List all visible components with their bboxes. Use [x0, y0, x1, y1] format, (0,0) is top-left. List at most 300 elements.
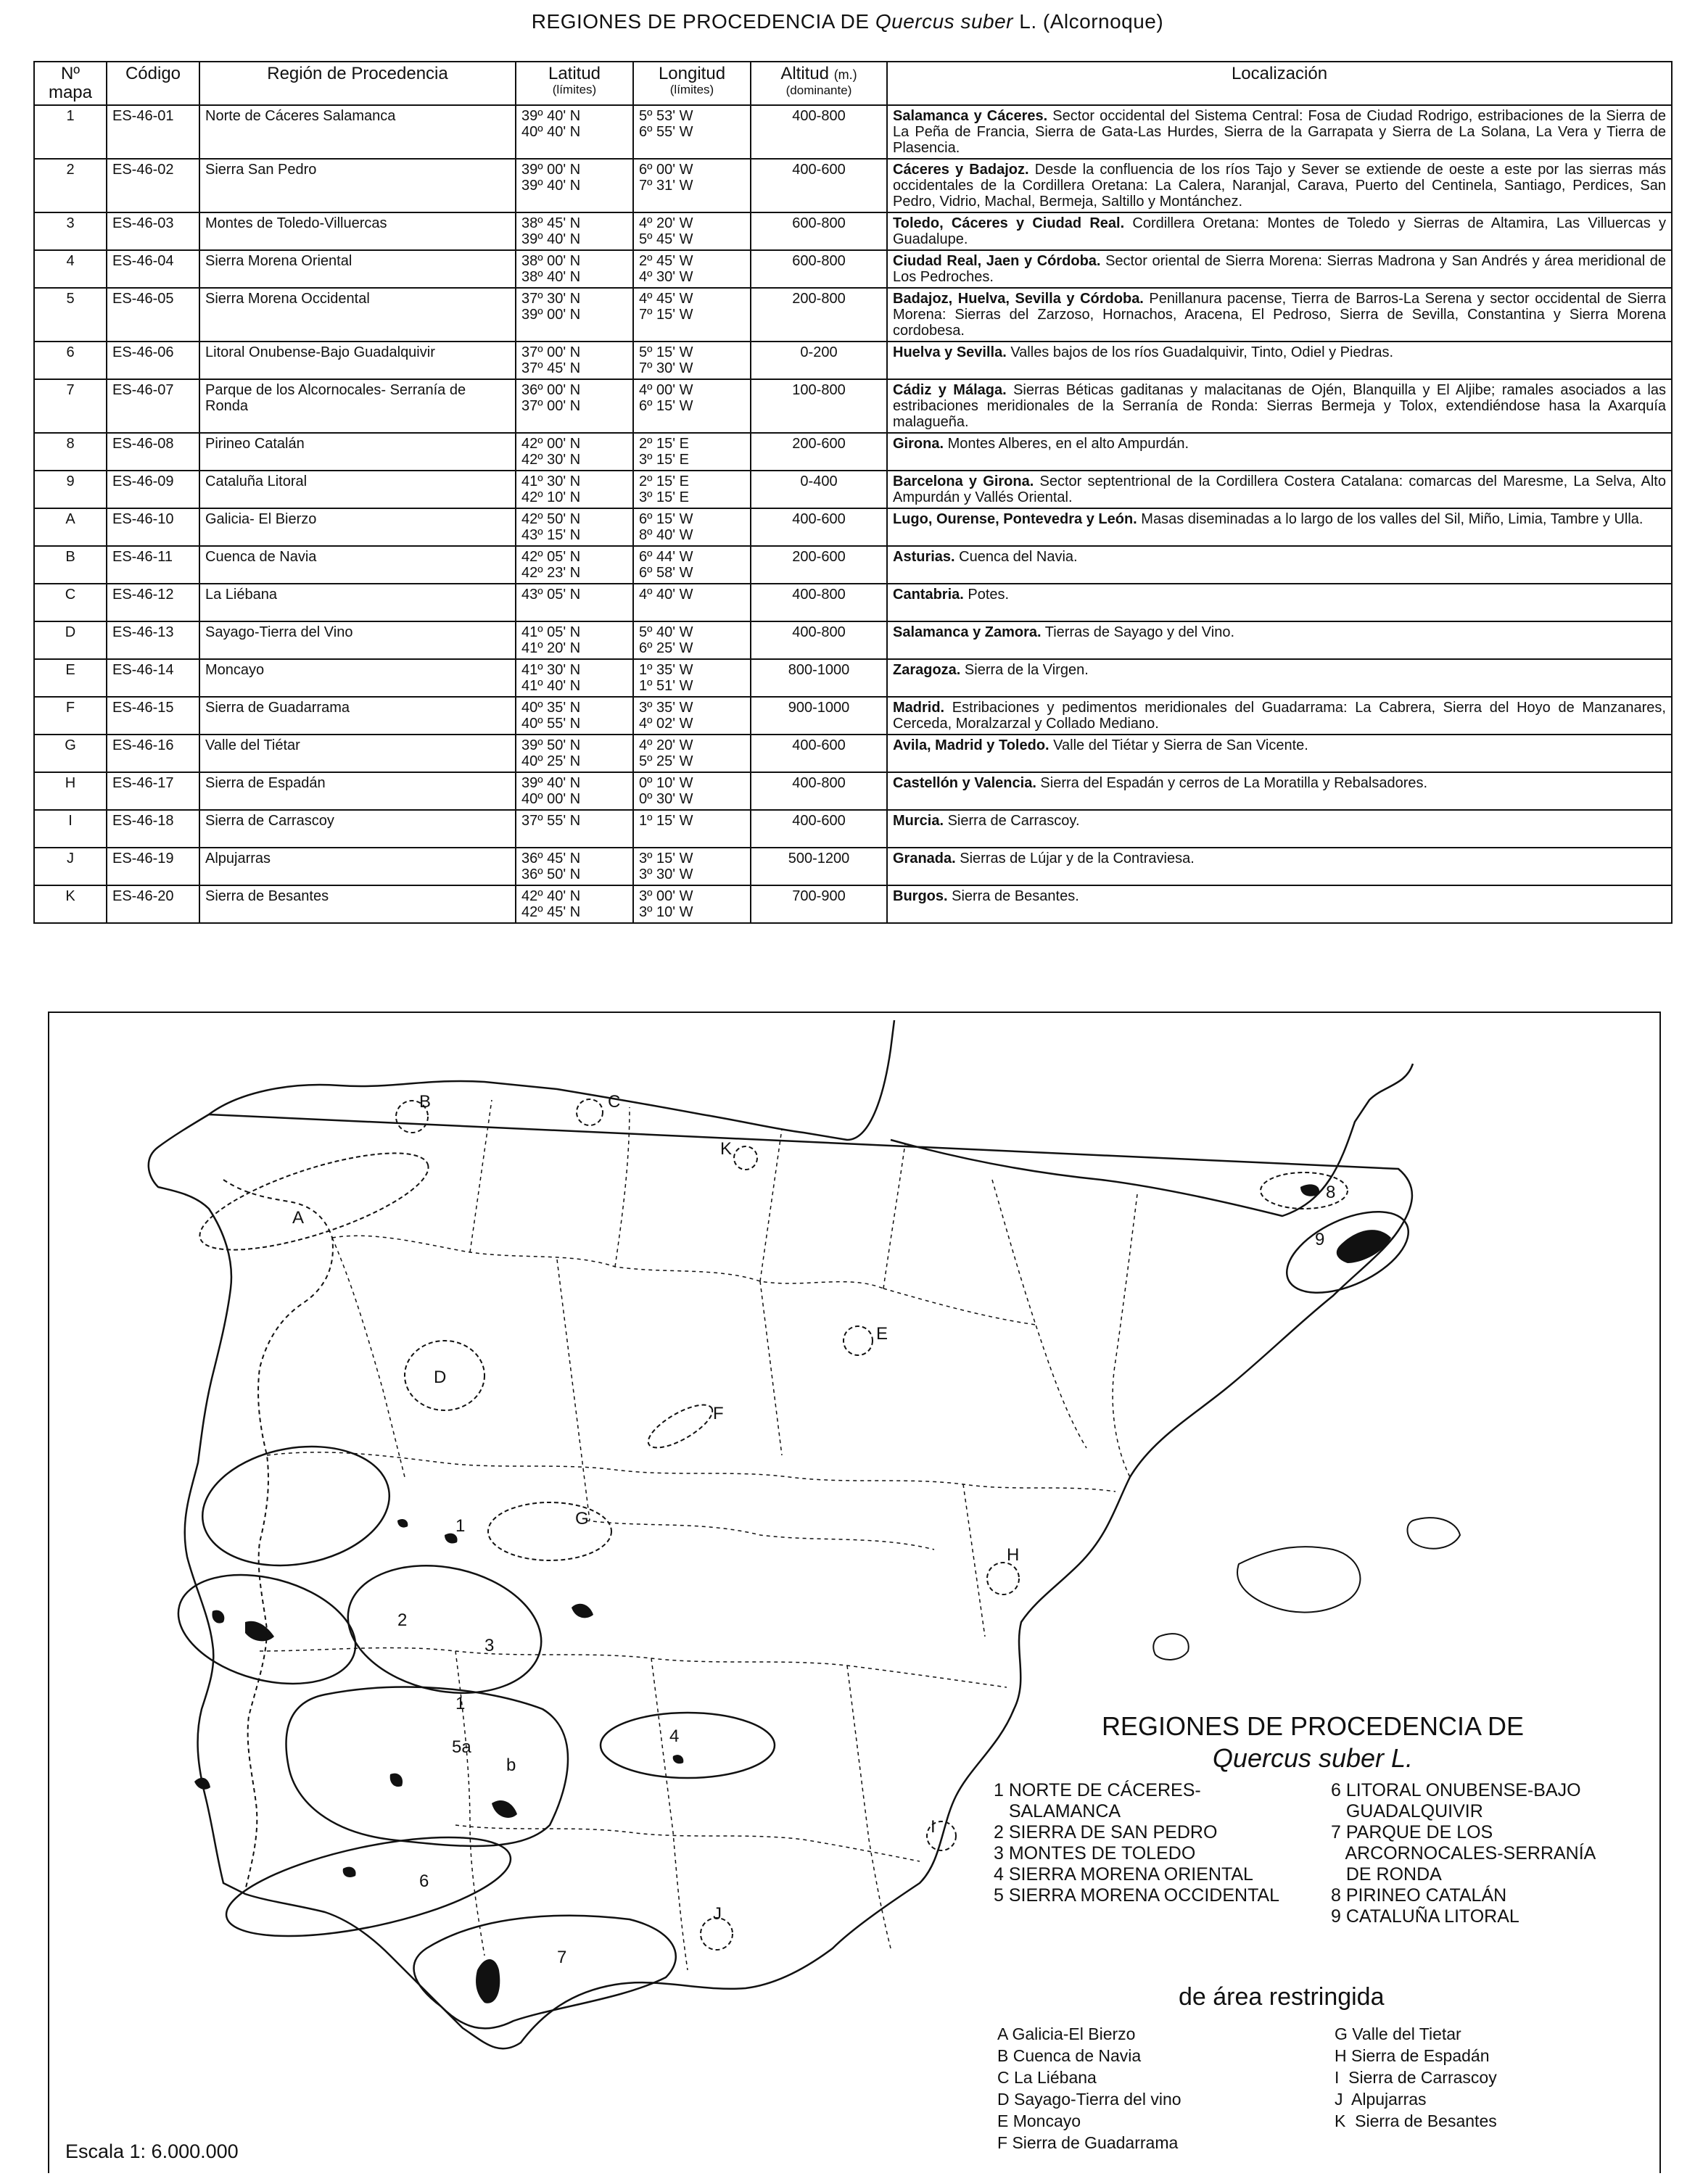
row-num: G: [34, 735, 107, 772]
row-lat-second: 40º 40' N: [521, 124, 581, 140]
row-region: Sierra de Carrascoy: [199, 810, 516, 848]
row-lon: [633, 584, 751, 621]
row-region: Norte de Cáceres Salamanca: [199, 105, 516, 159]
row-region: Moncayo: [199, 659, 516, 697]
row-region: Montes de Toledo-Villuercas: [199, 212, 516, 250]
row-lon-first: 4º 00' W: [639, 382, 693, 398]
row-location-provinces: Salamanca y Cáceres.: [893, 108, 1048, 124]
row-lon-second: 3º 30' W: [639, 866, 693, 882]
legend-item: A Galicia-El Bierzo: [997, 2024, 1136, 2043]
table-row: [34, 735, 1672, 772]
title-species: Quercus suber: [875, 10, 1013, 33]
portugal-border: [223, 1180, 333, 1890]
row-num: 8: [34, 433, 107, 471]
row-location: [887, 159, 1672, 212]
row-location-provinces: Murcia.: [893, 813, 944, 829]
row-altitude: 900-1000: [751, 697, 887, 735]
row-lat-second: 41º 40' N: [521, 678, 581, 694]
row-location-provinces: Castellón y Valencia.: [893, 775, 1036, 791]
legend-item: 4 SIERRA MORENA ORIENTAL: [994, 1864, 1253, 1885]
row-lat-first: 39º 00' N: [521, 162, 581, 178]
row-lon-first: 3º 35' W: [639, 700, 693, 716]
row-region: Cuenca de Navia: [199, 546, 516, 584]
map-label-9: 9: [1315, 1230, 1325, 1249]
row-lat-second: 39º 40' N: [521, 178, 581, 194]
row-lat: [516, 159, 633, 212]
row-code: ES-46-06: [107, 342, 199, 379]
map-label-I: I: [931, 1817, 936, 1837]
row-altitude: 600-800: [751, 250, 887, 288]
legend-item: 2 SIERRA DE SAN PEDRO: [994, 1822, 1218, 1842]
map-label-F: F: [713, 1404, 724, 1423]
map-label-7: 7: [557, 1948, 567, 1967]
row-lon: [633, 772, 751, 810]
row-location-provinces: Zaragoza.: [893, 662, 961, 678]
row-lat-first: 43º 05' N: [521, 587, 581, 603]
map-label-B: B: [419, 1092, 432, 1112]
legend-item: G Valle del Tietar: [1335, 2024, 1461, 2043]
region-7-outline: [414, 1916, 676, 2029]
row-location: [887, 342, 1672, 379]
row-location-detail: Sierra del Espadán y cerros de La Moratilla y Rebalsadores.: [1036, 775, 1428, 791]
row-lon-first: 5º 15' W: [639, 344, 693, 360]
map-frame: [48, 1012, 1661, 2173]
row-location: [887, 772, 1672, 810]
row-region: Pirineo Catalán: [199, 433, 516, 471]
row-lon-second: 7º 30' W: [639, 360, 693, 376]
row-region: Litoral Onubense-Bajo Guadalquivir: [199, 342, 516, 379]
row-altitude: 600-800: [751, 212, 887, 250]
row-lat-first: 39º 50' N: [521, 737, 581, 753]
row-num: 5: [34, 288, 107, 342]
legend-item: 6 LITORAL ONUBENSE-BAJO: [1331, 1780, 1581, 1800]
row-lon-first: 4º 20' W: [639, 215, 693, 231]
row-lat-first: 38º 45' N: [521, 215, 581, 231]
row-code: ES-46-19: [107, 848, 199, 885]
row-lon-first: 2º 45' W: [639, 253, 693, 269]
row-altitude: 0-400: [751, 471, 887, 508]
row-altitude: 200-600: [751, 433, 887, 471]
legend-item: GUADALQUIVIR: [1331, 1801, 1483, 1821]
row-lon-second: 1º 51' W: [639, 678, 693, 694]
row-altitude: 400-600: [751, 735, 887, 772]
row-lat: [516, 212, 633, 250]
row-location-detail: Estribaciones y pedimentos meridionales del Guadarrama: La Cabrera, Sierra del Hoyo de Manzanares, Cerceda, Moralzarzal y Collado Mediano.: [893, 700, 1666, 732]
row-region: Alpujarras: [199, 848, 516, 885]
row-code: ES-46-10: [107, 508, 199, 546]
map-label-G: G: [575, 1509, 589, 1529]
row-lat-second: 37º 45' N: [521, 360, 581, 376]
row-lat: [516, 659, 633, 697]
title-prefix: REGIONES DE PROCEDENCIA DE: [531, 10, 875, 33]
row-location-detail: Sector oriental de Sierra Morena: Sierras Madrona y San Andrés y área meridional de Los Pedroches.: [893, 253, 1666, 285]
legend-item: K Sierra de Besantes: [1335, 2111, 1497, 2130]
row-region: Galicia- El Bierzo: [199, 508, 516, 546]
row-lon-second: 6º 55' W: [639, 124, 693, 140]
table-body: [34, 105, 1672, 923]
row-lon-first: 4º 45' W: [639, 291, 693, 307]
row-code: ES-46-04: [107, 250, 199, 288]
row-num: K: [34, 885, 107, 923]
legend-item: 5 SIERRA MORENA OCCIDENTAL: [994, 1885, 1280, 1906]
row-lon-second: 8º 40' W: [639, 527, 693, 543]
row-altitude: 100-800: [751, 379, 887, 433]
row-lon-first: 1º 15' W: [639, 813, 693, 829]
row-lat: [516, 848, 633, 885]
table-row: [34, 105, 1672, 159]
header-lon: [633, 62, 751, 105]
row-lon-first: 2º 15' E: [639, 473, 689, 489]
row-location: [887, 735, 1672, 772]
row-lat: [516, 433, 633, 471]
row-lon-first: 6º 15' W: [639, 511, 693, 527]
row-lat: [516, 288, 633, 342]
document-title: [0, 10, 1695, 33]
map-label-H: H: [1007, 1545, 1020, 1565]
table-row: [34, 810, 1672, 848]
map-label-5: 1: [455, 1694, 466, 1713]
row-lon-second: [639, 829, 745, 845]
row-location-provinces: Lugo, Ourense, Pontevedra y León.: [893, 511, 1137, 527]
legend-item: C La Liébana: [997, 2068, 1097, 2087]
row-location: [887, 508, 1672, 546]
row-lat-second: 39º 00' N: [521, 307, 581, 323]
row-num: 3: [34, 212, 107, 250]
legend-item: 3 MONTES DE TOLEDO: [994, 1843, 1196, 1864]
header-lon-sub: (límites): [669, 83, 714, 96]
region-E-outline: [844, 1326, 873, 1355]
row-location-detail: Potes.: [963, 587, 1010, 603]
row-altitude: 400-800: [751, 772, 887, 810]
row-lon-second: 6º 25' W: [639, 640, 693, 656]
row-region: La Liébana: [199, 584, 516, 621]
header-lat-label: Latitud: [548, 64, 601, 83]
row-location-provinces: Huelva y Sevilla.: [893, 344, 1007, 360]
row-lon: [633, 546, 751, 584]
legend-restricted-right: [1335, 2023, 1497, 2132]
region-C-outline: [577, 1099, 603, 1125]
table-row: [34, 885, 1672, 923]
map-label-D: D: [434, 1368, 447, 1387]
row-code: ES-46-20: [107, 885, 199, 923]
row-lon-second: 3º 10' W: [639, 904, 693, 920]
row-num: 2: [34, 159, 107, 212]
row-location-provinces: Toledo, Cáceres y Ciudad Real.: [893, 215, 1125, 231]
row-location: [887, 546, 1672, 584]
row-lon-first: 4º 20' W: [639, 737, 693, 753]
table-row: [34, 342, 1672, 379]
row-region: Cataluña Litoral: [199, 471, 516, 508]
row-location: [887, 659, 1672, 697]
row-lat-first: 42º 00' N: [521, 436, 581, 452]
legend-item: I Sierra de Carrascoy: [1335, 2068, 1497, 2087]
row-code: ES-46-16: [107, 735, 199, 772]
row-code: ES-46-15: [107, 697, 199, 735]
row-num: D: [34, 621, 107, 659]
row-lat-second: 39º 40' N: [521, 231, 581, 247]
row-num: J: [34, 848, 107, 885]
row-lon: [633, 433, 751, 471]
row-code: ES-46-12: [107, 584, 199, 621]
row-lon-first: 1º 35' W: [639, 662, 693, 678]
row-lon: [633, 159, 751, 212]
row-lon-second: 5º 45' W: [639, 231, 693, 247]
row-lat-second: 37º 00' N: [521, 398, 581, 414]
row-location-provinces: Burgos.: [893, 888, 948, 904]
table-row: [34, 546, 1672, 584]
row-lat-first: 41º 30' N: [521, 473, 581, 489]
row-code: ES-46-18: [107, 810, 199, 848]
map-label-2: 2: [397, 1610, 408, 1630]
map-label-C: C: [608, 1092, 621, 1112]
table-row: [34, 659, 1672, 697]
row-lat-first: 38º 00' N: [521, 253, 581, 269]
row-lon-second: [639, 603, 745, 619]
row-location: [887, 885, 1672, 923]
row-lat-first: 41º 05' N: [521, 624, 581, 640]
legend-item: F Sierra de Guadarrama: [997, 2133, 1179, 2152]
legend-main-left: [994, 1780, 1279, 1906]
table-row: [34, 288, 1672, 342]
row-location: [887, 288, 1672, 342]
row-region: Valle del Tiétar: [199, 735, 516, 772]
row-altitude: 700-900: [751, 885, 887, 923]
iberia-map: [49, 1013, 1659, 2173]
row-lat: [516, 471, 633, 508]
row-lon: [633, 105, 751, 159]
map-label-3: 3: [484, 1636, 495, 1655]
row-location-provinces: Avila, Madrid y Toledo.: [893, 737, 1049, 753]
row-lat-first: 42º 50' N: [521, 511, 581, 527]
row-lon-first: 3º 15' W: [639, 851, 693, 866]
row-num: C: [34, 584, 107, 621]
region-3-outline: [336, 1549, 553, 1710]
row-location-provinces: Salamanca y Zamora.: [893, 624, 1042, 640]
row-location-detail: Sierra de la Virgen.: [960, 662, 1089, 678]
region-H-outline: [987, 1563, 1019, 1594]
header-lat-sub: (límites): [552, 83, 597, 96]
header-region: Región de Procedencia: [199, 62, 516, 105]
row-lon-second: 3º 15' E: [639, 489, 689, 505]
row-num: B: [34, 546, 107, 584]
row-location-provinces: Barcelona y Girona.: [893, 473, 1034, 489]
row-code: ES-46-08: [107, 433, 199, 471]
row-altitude: 0-200: [751, 342, 887, 379]
row-num: 4: [34, 250, 107, 288]
row-lon: [633, 288, 751, 342]
regions-table: [33, 61, 1673, 924]
row-lat-first: 37º 30' N: [521, 291, 581, 307]
row-lat: [516, 584, 633, 621]
row-lat-second: 42º 45' N: [521, 904, 581, 920]
header-alt-sub: (dominante): [785, 83, 852, 97]
row-lat-second: 40º 55' N: [521, 716, 581, 732]
row-lon: [633, 848, 751, 885]
row-lat: [516, 379, 633, 433]
row-lon: [633, 621, 751, 659]
row-lat-second: 40º 00' N: [521, 791, 581, 807]
table-row: [34, 250, 1672, 288]
row-lon: [633, 212, 751, 250]
row-location-detail: Sierras de Lújar y de la Contraviesa.: [955, 851, 1195, 866]
legend-item: E Moncayo: [997, 2111, 1081, 2130]
row-lon-first: 0º 10' W: [639, 775, 693, 791]
legend-item: B Cuenca de Navia: [997, 2046, 1142, 2065]
table-row: [34, 212, 1672, 250]
region-5-outline: [286, 1687, 568, 1846]
legend-item: 9 CATALUÑA LITORAL: [1331, 1906, 1519, 1927]
map-label-E: E: [876, 1324, 888, 1344]
row-altitude: 400-800: [751, 621, 887, 659]
row-location-provinces: Badajoz, Huelva, Sevilla y Córdoba.: [893, 291, 1144, 307]
row-lat-first: 37º 55' N: [521, 813, 581, 829]
legend-species: Quercus suber L.: [1212, 1743, 1414, 1773]
header-alt-unit: (m.): [833, 67, 857, 82]
map-scale: Escala 1: 6.000.000: [65, 2140, 239, 2162]
legend-item: 1 NORTE DE CÁCERES-: [994, 1780, 1201, 1800]
row-lat-second: 42º 23' N: [521, 565, 581, 581]
row-location: [887, 697, 1672, 735]
row-code: ES-46-07: [107, 379, 199, 433]
row-lon-second: 7º 15' W: [639, 307, 693, 323]
row-location-provinces: Cádiz y Málaga.: [893, 382, 1007, 398]
row-altitude: 800-1000: [751, 659, 887, 697]
region-F-outline: [643, 1397, 719, 1455]
row-location: [887, 848, 1672, 885]
row-lat: [516, 772, 633, 810]
row-location-detail: Sector septentrional de la Cordillera Costera Catalana: comarcas del Maresme, La Selva, Alto Ampurdán y Vallés Oriental.: [893, 473, 1666, 505]
row-lat-second: [521, 603, 627, 619]
row-location-detail: Sierra de Carrascoy.: [944, 813, 1080, 829]
row-code: ES-46-09: [107, 471, 199, 508]
row-altitude: 400-800: [751, 584, 887, 621]
header-code: Código: [107, 62, 199, 105]
row-lat: [516, 885, 633, 923]
row-lon-second: 7º 31' W: [639, 178, 693, 194]
row-lat-second: 40º 25' N: [521, 753, 581, 769]
row-lon: [633, 250, 751, 288]
row-lon-first: 2º 15' E: [639, 436, 689, 452]
row-lat-second: 36º 50' N: [521, 866, 581, 882]
legend-item: SALAMANCA: [994, 1801, 1121, 1821]
row-num: I: [34, 810, 107, 848]
restricted-title: de área restringida: [1179, 1983, 1385, 2011]
row-altitude: 500-1200: [751, 848, 887, 885]
row-region: Sierra Morena Occidental: [199, 288, 516, 342]
table-row: [34, 584, 1672, 621]
row-region: Parque de los Alcornocales- Serranía de Ronda: [199, 379, 516, 433]
legend-title: REGIONES DE PROCEDENCIA DE: [1101, 1711, 1525, 1741]
row-location-provinces: Asturias.: [893, 549, 955, 565]
table-row: [34, 772, 1672, 810]
row-lon-second: 4º 02' W: [639, 716, 693, 732]
region-A-outline: [190, 1133, 438, 1270]
legend-item: DE RONDA: [1331, 1864, 1442, 1885]
row-num: 7: [34, 379, 107, 433]
row-lon-first: 5º 53' W: [639, 108, 693, 124]
row-lat-first: 42º 05' N: [521, 549, 581, 565]
row-location: [887, 433, 1672, 471]
row-location-provinces: Cáceres y Badajoz.: [893, 162, 1029, 178]
table-row: [34, 159, 1672, 212]
row-altitude: 400-600: [751, 810, 887, 848]
row-lat-second: 42º 10' N: [521, 489, 581, 505]
row-region: Sierra de Guadarrama: [199, 697, 516, 735]
row-lat-second: 43º 15' N: [521, 527, 581, 543]
row-num: A: [34, 508, 107, 546]
row-lat: [516, 508, 633, 546]
row-location-provinces: Girona.: [893, 436, 944, 452]
row-lat-second: 42º 30' N: [521, 452, 581, 468]
row-code: ES-46-13: [107, 621, 199, 659]
row-region: Sierra San Pedro: [199, 159, 516, 212]
map-label-4: 4: [669, 1726, 680, 1746]
row-altitude: 200-600: [751, 546, 887, 584]
row-code: ES-46-14: [107, 659, 199, 697]
row-num: 9: [34, 471, 107, 508]
row-lon-first: 3º 00' W: [639, 888, 693, 904]
row-location-provinces: Ciudad Real, Jaen y Córdoba.: [893, 253, 1101, 269]
map-label-K: K: [720, 1139, 733, 1159]
row-code: ES-46-02: [107, 159, 199, 212]
row-lat: [516, 342, 633, 379]
legend-restricted-left: [997, 2023, 1181, 2154]
row-code: ES-46-03: [107, 212, 199, 250]
legend-item: J Alpujarras: [1335, 2090, 1427, 2109]
row-lon: [633, 379, 751, 433]
row-region: Sierra Morena Oriental: [199, 250, 516, 288]
map-label-6: 6: [419, 1871, 429, 1891]
header-num: Nº mapa: [34, 62, 107, 105]
table-row: [34, 379, 1672, 433]
region-K-outline: [734, 1146, 757, 1170]
map-label-J: J: [713, 1904, 722, 1924]
row-lon: [633, 697, 751, 735]
row-lon-second: 6º 15' W: [639, 398, 693, 414]
row-lon-first: 5º 40' W: [639, 624, 693, 640]
row-lon-second: 4º 30' W: [639, 269, 693, 285]
row-lat: [516, 621, 633, 659]
row-location-detail: Tierras de Sayago y del Vino.: [1041, 624, 1235, 640]
row-lon: [633, 471, 751, 508]
row-lat-second: [521, 829, 627, 845]
row-location-detail: Cuenca del Navia.: [954, 549, 1078, 565]
row-lon-second: 3º 15' E: [639, 452, 689, 468]
header-lat: [516, 62, 633, 105]
row-location-detail: Sierra de Besantes.: [947, 888, 1079, 904]
row-location: [887, 250, 1672, 288]
row-location-detail: Montes Alberes, en el alto Ampurdán.: [944, 436, 1189, 452]
row-location-provinces: Madrid.: [893, 700, 945, 716]
legend-main-right: [1331, 1780, 1596, 1927]
row-num: F: [34, 697, 107, 735]
table-row: [34, 471, 1672, 508]
map-label-5b: b: [506, 1755, 516, 1775]
row-lon: [633, 810, 751, 848]
row-lat-first: 42º 40' N: [521, 888, 581, 904]
row-altitude: 400-600: [751, 508, 887, 546]
row-location-detail: Cordillera Oretana: Montes de Toledo y Sierras de Altamira, Las Villuercas y Guadalupe.: [893, 215, 1666, 247]
row-altitude: 200-800: [751, 288, 887, 342]
row-lon: [633, 342, 751, 379]
row-location: [887, 621, 1672, 659]
title-suffix: L. (Alcornoque): [1013, 10, 1164, 33]
row-location: [887, 105, 1672, 159]
row-location: [887, 810, 1672, 848]
row-lat: [516, 546, 633, 584]
legend-item: 7 PARQUE DE LOS: [1331, 1822, 1493, 1842]
row-lon-first: 6º 44' W: [639, 549, 693, 565]
